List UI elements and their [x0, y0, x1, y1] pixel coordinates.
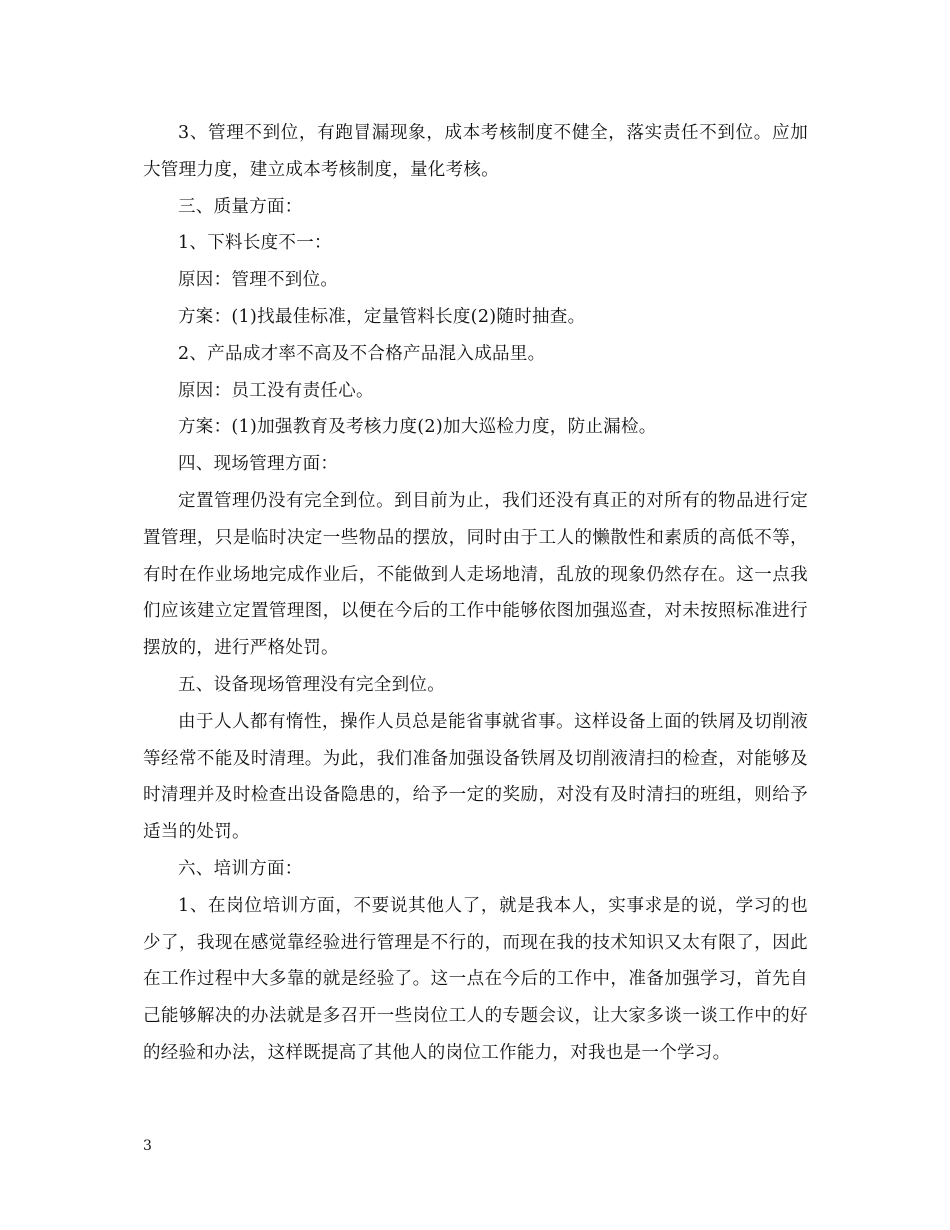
paragraph-equipment: 由于人人都有惰性，操作人员总是能省事就省事。这样设备上面的铁屑及切削液等经常不能及时清理。为此，我们准备加强设备铁屑及切削液清扫的检查，对能够及时清理并及时检查出设备隐患的，给予一定的奖励，对没有及时清扫的班组，则给予适当的处罚。 — [143, 711, 808, 843]
solution-2: 方案：(1)加强教育及考核力度(2)加大巡检力度，防止漏检。 — [178, 417, 657, 438]
document-body — [143, 115, 808, 1072]
paragraph-site-management: 定置管理仍没有完全到位。到目前为止，我们还没有真正的对所有的物品进行定置管理，只是临时决定一些物品的摆放，同时由于工人的懒散性和素质的高低不等，有时在作业场地完成作业后，不能做到人走场地清，乱放的现象仍然存在。这一点我们应该建立定置管理图，以便在今后的工作中能够依图加强巡查，对未按照标准进行摆放的，进行严格处罚。 — [143, 490, 808, 659]
heading-site-management: 四、现场管理方面： — [178, 454, 339, 475]
solution-1: 方案：(1)找最佳标准，定量管料长度(2)随时抽查。 — [178, 306, 586, 327]
paragraph-cost-management: 3、管理不到位，有跑冒漏现象，成本考核制度不健全，落实责任不到位。应加大管理力度，建立成本考核制度，量化考核。 — [143, 123, 808, 180]
paragraph-training: 1、在岗位培训方面，不要说其他人了，就是我本人，实事求是的说，学习的也少了，我现在感觉靠经验进行管理是不行的，而现在我的技术知识又太有限了，因此在工作过程中大多靠的就是经验了。这一点在今后的工作中，准备加强学习，首先自己能够解决的办法就是多召开一些岗位工人的专题会议，让大家多谈一谈工作中的好的经验和办法，这样既提高了其他人的岗位工作能力，对我也是一个学习。 — [143, 895, 808, 1063]
heading-quality: 三、质量方面： — [178, 196, 303, 217]
item-length-inconsistent: 1、下料长度不一： — [178, 233, 332, 254]
item-yield-rate: 2、产品成才率不高及不合格产品混入成品里。 — [178, 343, 546, 364]
heading-equipment: 五、设备现场管理没有完全到位。 — [178, 674, 445, 695]
heading-training: 六、培训方面： — [178, 858, 303, 879]
reason-2: 原因：员工没有责任心。 — [178, 380, 374, 401]
reason-1: 原因：管理不到位。 — [178, 270, 339, 291]
page-number: 3 — [143, 1138, 152, 1154]
